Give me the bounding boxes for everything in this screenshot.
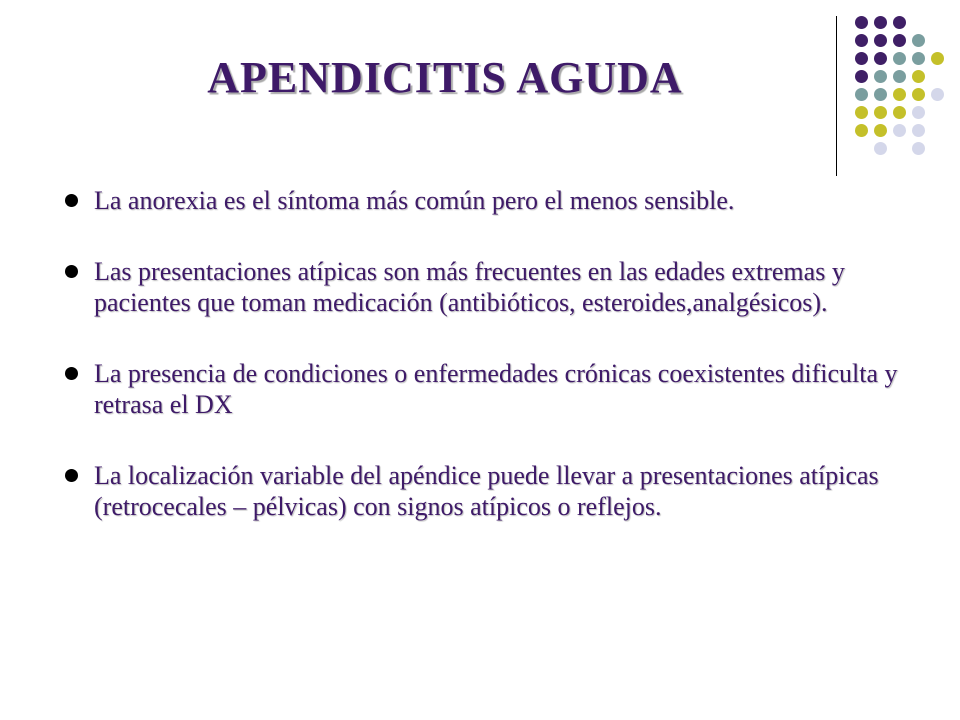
bullet-text: Las presentaciones atípicas son más frecuentes en las edades extremas y pacientes que toman medicación (antibióticos, esteroides,analgésicos). (94, 257, 845, 317)
dot (855, 70, 868, 83)
bullet-icon (65, 367, 78, 380)
dot (855, 88, 868, 101)
bullet-text: La localización variable del apéndice puede llevar a presentaciones atípicas (retrocecales – pélvicas) con signos atípicos o reflejos. (94, 461, 879, 521)
bullet-item (62, 460, 902, 522)
bullet-icon (65, 469, 78, 482)
dot (855, 52, 868, 65)
dot (931, 88, 944, 101)
bullet-icon (65, 194, 78, 207)
bullet-item (62, 358, 902, 420)
dot (912, 142, 925, 155)
dot (874, 16, 887, 29)
dot (893, 16, 906, 29)
dot (912, 52, 925, 65)
dot (893, 124, 906, 137)
dot (874, 106, 887, 119)
dot (855, 124, 868, 137)
dot (893, 52, 906, 65)
dot (931, 52, 944, 65)
dot (855, 16, 868, 29)
bullet-item (62, 185, 902, 216)
dot (912, 34, 925, 47)
bullet-item (62, 256, 902, 318)
dot (874, 88, 887, 101)
dot (874, 124, 887, 137)
dot (893, 34, 906, 47)
dot (893, 106, 906, 119)
divider-line (836, 16, 837, 176)
dot (874, 34, 887, 47)
dot (893, 70, 906, 83)
dot (874, 70, 887, 83)
bullet-text: La presencia de condiciones o enfermedades crónicas coexistentes dificulta y retrasa el DX (94, 359, 898, 419)
bullet-text: La anorexia es el síntoma más común pero el menos sensible. (94, 186, 735, 215)
dot (855, 106, 868, 119)
dot (912, 70, 925, 83)
dot (893, 88, 906, 101)
bullet-list (62, 185, 902, 522)
dot (874, 142, 887, 155)
dot (874, 52, 887, 65)
slide-title: APENDICITIS AGUDA (207, 53, 683, 102)
dot (855, 34, 868, 47)
dot (912, 88, 925, 101)
dot (912, 106, 925, 119)
bullet-icon (65, 265, 78, 278)
dot (912, 124, 925, 137)
